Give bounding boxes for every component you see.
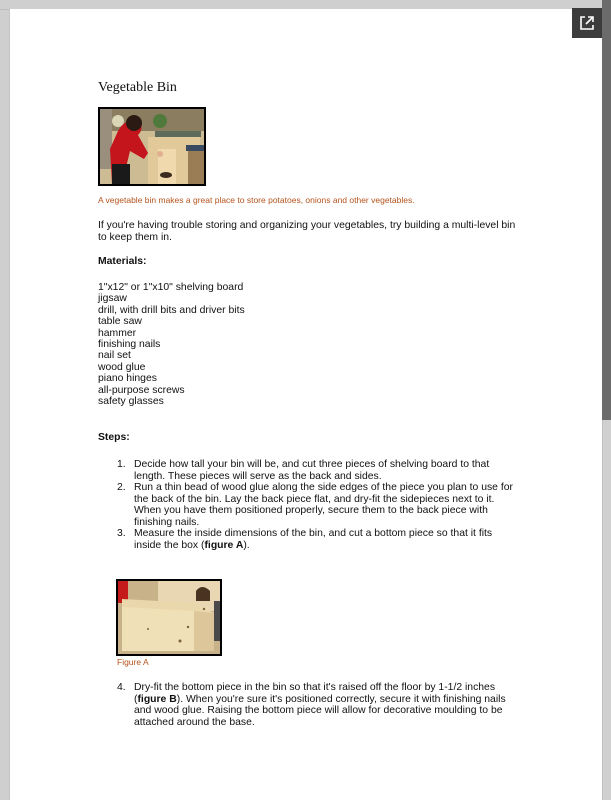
step-text: Decide how tall your bin will be, and cut three pieces of shelving board to that length. These pieces will serve as the back and sides.	[134, 459, 490, 482]
material-item: wood glue	[98, 361, 146, 373]
photo-caption: A vegetable bin makes a great place to store potatoes, onions and other vegetables.	[98, 195, 415, 205]
material-item: hammer	[98, 327, 137, 339]
step-text-end: ).	[243, 539, 250, 551]
step-number: 3.	[117, 528, 126, 539]
step-item	[98, 459, 518, 482]
step-item	[98, 682, 518, 728]
material-item: table saw	[98, 316, 142, 328]
open-in-new-window-icon	[579, 15, 595, 31]
document-title: Vegetable Bin	[98, 80, 177, 95]
intro-paragraph: If you're having trouble storing and organizing your vegetables, try building a multi-level bin to keep them in.	[98, 220, 516, 243]
figure-reference: figure B	[137, 693, 177, 705]
material-item: drill, with drill bits and driver bits	[98, 304, 245, 316]
scrollbar-thumb[interactable]	[602, 0, 611, 420]
step-item	[98, 482, 518, 528]
steps-heading: Steps:	[98, 432, 130, 443]
step-text-end: ). When you're sure it's positioned correctly, secure it with finishing nails and wood glue. Raising the bottom piece will allow for decorative moulding to be attached around the base.	[134, 693, 506, 728]
figure-a-photo	[116, 579, 222, 656]
step-text: Run a thin bead of wood glue along the side edges of the piece you plan to use for the back of the bin. Lay the back piece flat, and dry-fit the sidepieces next to it. When you have them positioned properly, secure them to the back piece with finishing nails.	[134, 482, 513, 528]
figure-reference: figure A	[204, 539, 244, 551]
materials-heading: Materials:	[98, 256, 147, 267]
material-item: all-purpose screws	[98, 384, 185, 396]
material-item: piano hinges	[98, 373, 157, 385]
material-item: safety glasses	[98, 396, 164, 408]
material-item: finishing nails	[98, 339, 161, 351]
open-in-new-window-button[interactable]	[572, 8, 602, 38]
materials-list	[98, 282, 245, 407]
vegetable-bin-photo	[98, 107, 206, 186]
step-item	[98, 528, 518, 551]
material-item: 1"x12" or 1"x10" shelving board	[98, 282, 244, 293]
step-number: 4.	[117, 682, 126, 693]
step-number: 2.	[117, 482, 126, 493]
steps-list-continued	[98, 682, 518, 728]
step-text: Measure the inside dimensions of the bin, and cut a bottom piece so that it fits inside the box (	[134, 528, 493, 551]
step-text: Dry-fit the bottom piece in the bin so that it's raised off the floor by 1-1/2 inches (	[134, 682, 496, 705]
material-item: nail set	[98, 350, 131, 362]
step-number: 1.	[117, 459, 126, 470]
steps-list	[98, 459, 518, 551]
material-item: jigsaw	[98, 293, 127, 305]
figure-a-caption: Figure A	[117, 657, 149, 667]
